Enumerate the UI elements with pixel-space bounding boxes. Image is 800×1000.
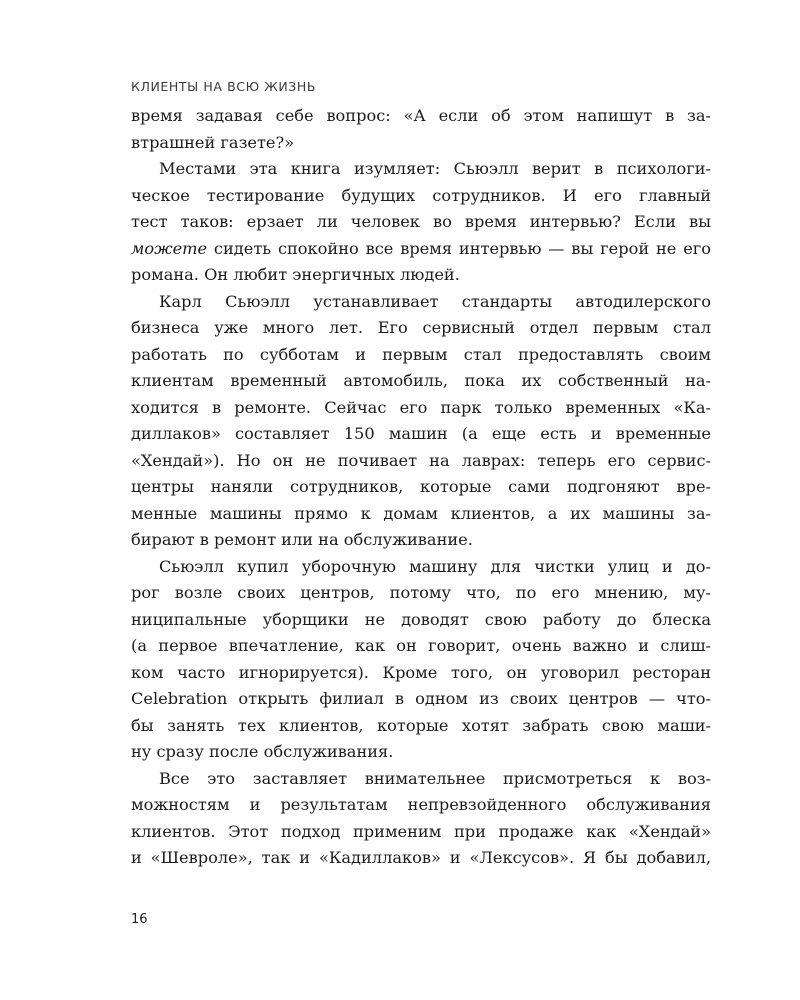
text-line: рог возле своих центров, потому что, по его мнению, му- bbox=[131, 583, 711, 602]
text-line: бизнеса уже много лет. Его сервисный отдел первым стал bbox=[131, 318, 711, 337]
text-line: «Хендай»). Но он не почивает на лаврах: теперь его сервис- bbox=[131, 450, 711, 470]
text-line: Celebration открыть филиал в одном из своих центров — что- bbox=[131, 689, 711, 708]
text-line: Карл Сьюэлл устанавливает стандарты автодилерского bbox=[159, 291, 711, 311]
text-line: ниципальные уборщики не доводят свою работу до блеска bbox=[131, 609, 711, 629]
text-line: тест таков: ерзает ли человек во время интервью? Если вы bbox=[131, 212, 711, 231]
text-line: можете сидеть спокойно все время интервью — вы герой не его bbox=[131, 238, 711, 258]
text-line: (а первое впечатление, как он говорит, очень важно и слиш- bbox=[131, 636, 711, 655]
text-line: центры наняли сотрудников, которые сами подгоняют вре- bbox=[131, 477, 711, 496]
text-line: Сьюэлл купил уборочную машину для чистки улиц и до- bbox=[159, 556, 711, 576]
italic-emphasis: можете bbox=[131, 238, 208, 258]
text-line: работать по субботам и первым стал предоставлять своим bbox=[131, 344, 711, 364]
text-line: бирают в ремонт или на обслуживание. bbox=[131, 530, 473, 549]
text-line: ком часто игнорируется). Кроме того, он уговорил ресторан bbox=[131, 662, 711, 682]
text-line: втрашней газете?» bbox=[131, 132, 295, 152]
text-line: клиентов. Этот подход применим при продаже как «Хендай» bbox=[131, 821, 711, 841]
text-line: диллаков» составляет 150 машин (а еще есть и временные bbox=[131, 424, 711, 443]
text-line: бы занять тех клиентов, которые хотят забрать свою маши- bbox=[131, 715, 711, 735]
text-line: ходится в ремонте. Сейчас его парк только временных «Ка- bbox=[131, 397, 711, 417]
running-header: КЛИЕНТЫ НА ВСЮ ЖИЗНЬ bbox=[131, 79, 317, 94]
text-line: Местами эта книга изумляет: Сьюэлл верит в психологи- bbox=[159, 159, 711, 178]
page-number: 16 bbox=[131, 912, 148, 927]
text-line: ческое тестирование будущих сотрудников. И его главный bbox=[131, 185, 711, 205]
text-line: время задавая себе вопрос: «А если об этом напишут в за- bbox=[131, 106, 711, 125]
text-line: ну сразу после обслуживания. bbox=[131, 742, 394, 761]
text-line: и «Шевроле», так и «Кадиллаков» и «Лексусов». Я бы добавил, bbox=[131, 848, 711, 867]
text-line: можностям и результатам непревзойденного обслуживания bbox=[131, 795, 711, 814]
text-line: Все это заставляет внимательнее присмотреться к воз- bbox=[159, 768, 711, 788]
text-line: менные машины прямо к домам клиентов, а их машины за- bbox=[131, 503, 711, 523]
body-text bbox=[131, 103, 711, 872]
text-line: романа. Он любит энергичных людей. bbox=[131, 265, 460, 284]
text-line: клиентам временный автомобиль, пока их собственный на- bbox=[131, 371, 711, 390]
